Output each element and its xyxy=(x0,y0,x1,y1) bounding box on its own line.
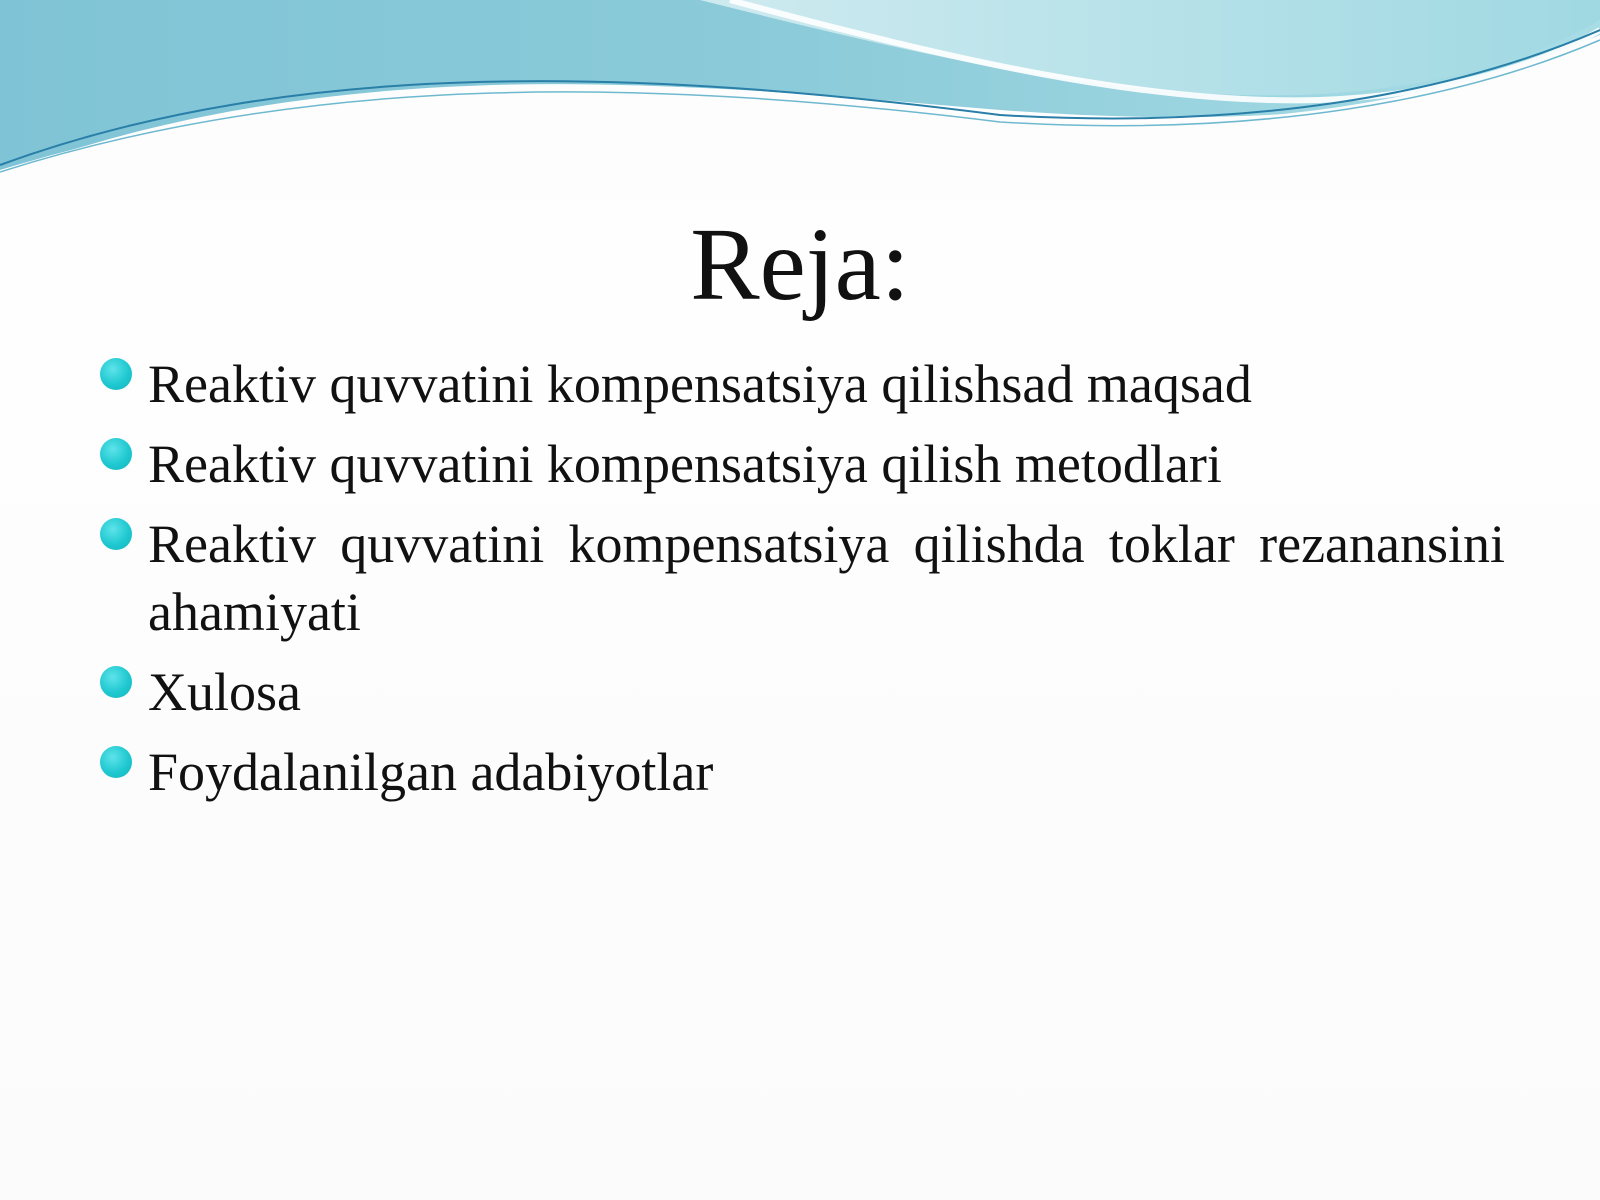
bullet-icon xyxy=(100,518,132,550)
list-item-text: Reaktiv quvvatini kompensatsiya qilish metodlari xyxy=(148,434,1222,494)
list-item-text: Foydalanilgan adabiyotlar xyxy=(148,742,714,802)
bullet-icon xyxy=(100,746,132,778)
list-item-text: Xulosa xyxy=(148,662,301,722)
bullet-icon xyxy=(100,666,132,698)
list-item-text: Reaktiv quvvatini kompensatsiya qilishsad maqsad xyxy=(148,354,1252,414)
bullet-icon xyxy=(100,358,132,390)
slide-title: Reja: xyxy=(690,207,910,322)
bullet-icon xyxy=(100,438,132,470)
agenda-list xyxy=(100,350,1505,818)
wave-decoration xyxy=(0,0,1600,200)
list-item xyxy=(100,510,1505,646)
list-item xyxy=(100,350,1505,418)
list-item xyxy=(100,738,1505,806)
list-item xyxy=(100,658,1505,726)
list-item-text: Reaktiv quvvatini kompensatsiya qilishda toklar rezanansini ahamiyati xyxy=(148,514,1505,642)
list-item xyxy=(100,430,1505,498)
